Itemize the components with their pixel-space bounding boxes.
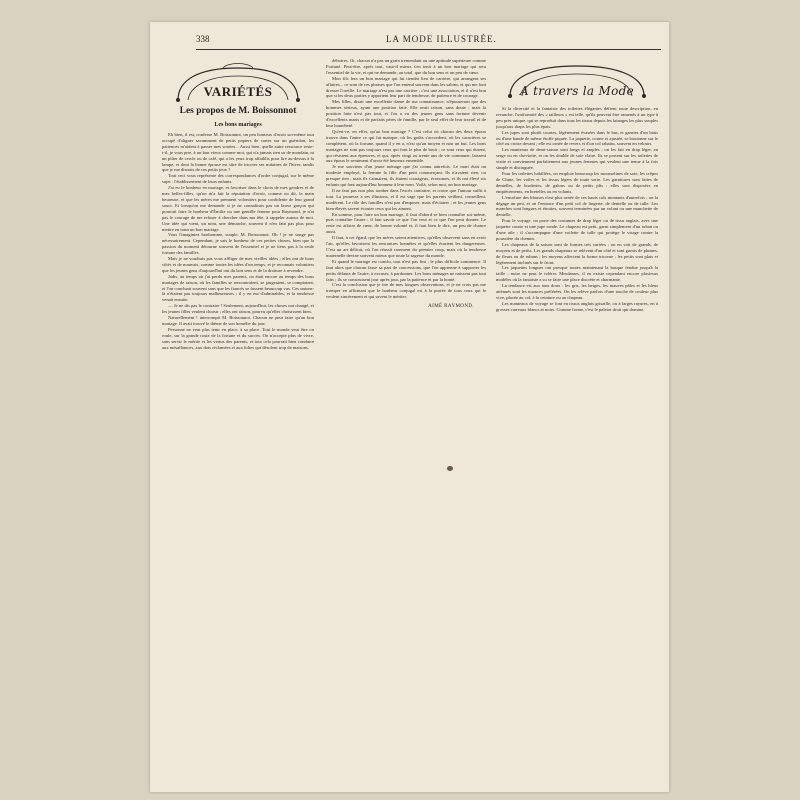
- section-heading-mode: A travers la Mode: [520, 84, 634, 98]
- paragraph: Les jupes sont plutôt courtes, légèrement évasées dans le bas, et garnies d'un biais ou d'une bande de même étoffe piquée. La jaquette, courte et ajustée, se boutonne sur le côté ou croise devant ; elle est ornée de revers et d'un col rabattu, souvent en velours.: [496, 129, 658, 147]
- article-body-continued: [326, 58, 486, 300]
- ink-blot: [447, 466, 453, 471]
- paragraph: Les manteaux de voyage se font en tissus anglais grisaille, ou à larges rayures, en à grosses carreaux blancs et noirs. Comme forme, c'est le paletot droit qui domine.: [496, 300, 658, 312]
- paragraph: Les chapeaux de la saison sont de formes très variées ; on en voit de grands, de moyens et de petits. Les grands chapeaux se relèvent d'un côté et sont garnis de plumes, de fleurs ou de rubans ; les moyens affectent la forme tricorne ; les petits sont plats et légèrement inclinés sur le front.: [496, 241, 658, 265]
- article-body: [162, 132, 314, 351]
- paragraph: Personne ne veut plus tenir en place, à sa place. Tout le monde veut être ou roule, sur la grande route de la fortune et du succès. On n'accepte plus de vivre, sans servir le mérite et les vertus des parents, et tout cela pourrait bien conduire aux mésalliances, aux dots réclamées et aux folies qui désolent trop de maisons.: [162, 326, 314, 350]
- paragraph: Jadis, au temps où j'ai perdu mes parents, on était encore au temps des bons mariages de raison, où les familles se rencontraient, se jaugeaient, se comptaient, et l'on concluait souvent sans que les fiancés se fussent beaucoup vus. Ces unions-là n'étaient pas toujours malheureuses ; il y en eut d'admirables, et la tendresse venait ensuite.: [162, 273, 314, 303]
- header-rule: [196, 49, 661, 50]
- paragraph: Pour les toilettes habillées, on emploie beaucoup les mousselines de soie, les crêpes de Chine, les voiles et les tissus légers de toute sorte. Les garnitures sont faites de dentelles, de broderies, de galons ou de petits plis ; elles sont disposées en empiècements, en bretelles ou en volants.: [496, 170, 658, 194]
- paragraph: Mais je ne voudrais pas vous affliger de mes vieilles idées ; elles ont de bons côtés et de mauvais, comme toutes les idées d'un temps, et je reconnais volontiers que les jeunes gens d'aujourd'hui ont du bon sens et de la droiture à revendre.: [162, 256, 314, 273]
- paragraph: En somme, pour faire un bon mariage, il faut d'abord se bien connaître soi-même, puis connaître l'autre ; il faut savoir ce que l'on veut et ce que l'on peut donner. Le reste est affaire de cœur, de bonne volonté et, il faut bien le dire, un peu de chance aussi.: [326, 211, 486, 235]
- magazine-page: [150, 22, 669, 792]
- paragraph: Tout ceci vous représente des correspondances d'ordre conjugal, sur le même sujet : l'établissement de leurs enfants.: [162, 173, 314, 185]
- column-a-travers-la-mode: [496, 62, 658, 313]
- column-middle: [326, 58, 486, 309]
- paragraph: Et quand le mariage est conclu, tout n'est pas fini ; le plus difficile commence. Il faut alors que chacun fasse sa part de concessions, que l'on apprenne à supporter les petits défauts de l'autre, à excuser, à pardonner. Les bons ménages ne naissent pas tout faits ; ils se construisent jour après jour, par la patience et par la bonté.: [326, 258, 486, 282]
- paragraph: J'ai eu le bonheur en mariage, et favoriser dans le choix de mes gendres et de mes belles-filles, qu'on m'a fait la réputation d'avoir, comme on dit, la main heureuse, et que les mères me prennent volontiers pour confidente de leur grand souci. Et lorsqu'on me demande si je ne connaîtrais pas un brave garçon qui pourrait faire le bonheur d'Émilie ou une gentille femme pour Raymond, je n'ai pas le courage de me refuser à chercher dans ma tête, à rappeler autour de moi. Une idée qui vient, un nom, une démarche, souvent il n'en faut pas plus pour mettre en train un bon mariage.: [162, 185, 314, 232]
- paragraph: Naturellement ! interrompit M. Boissonnot. Chacun ne peut faire qu'un bon mariage. Il avait trouvé le thème de son homélie du jour.: [162, 315, 314, 326]
- journal-title: LA MODE ILLUSTRÉE.: [386, 34, 497, 44]
- paragraph: Il ne faut pas non plus tomber dans l'excès contraire, et croire que l'amour suffit à tout. La jeunesse a ses illusions, et il est sage que les parents veillent, conseillent, modèrent. Le rôle des familles n'est pas d'imposer, mais d'éclairer ; et les jeunes gens bien élevés savent écouter ceux qui les aiment.: [326, 187, 486, 211]
- paragraph: — Je ne dis pas le contraire ! Seulement, aujourd'hui, les choses ont changé, et les jeunes filles veulent choisir ; elles ont raison, pourvu qu'elles choisissent bien.: [162, 303, 314, 315]
- paragraph: Mes filles, disait une excellente dame de ma connaissance, n'épouseront que des hommes sérieux, ayant une position faite. Elle avait raison, sans doute ; mais la position faite n'est pas tout, et l'on a vu des jeunes gens sans fortune devenir d'excellents maris et de parfaits pères de famille, par le seul effet de leur travail et de leur honnêteté.: [326, 99, 486, 128]
- paragraph: Les manteaux de demi-saison sont longs et amples ; on les fait en drap léger, en serge ou en cheviotte, et on les double de soie claire. Ils se portent sur les toilettes de visite et conviennent parfaitement aux jeunes femmes qui veulent une tenue à la fois simple et distinguée.: [496, 147, 658, 171]
- paragraph: C'est la conclusion que je tire de mes longues observations, et je ne crois pas me tromper en affirmant que le bonheur conjugal est à la portée de tous ceux qui le veulent sincèrement et qui savent le mériter.: [326, 282, 486, 300]
- author-signature: AIMÉ RAYMOND.: [428, 304, 474, 310]
- paragraph: Eh bien, il est, confesse M. Boissonnot, un peu honteux d'avoir soi-même tout occupé d'aligner savamment de petits papiers de cartes sur un guéridon, les patiences m'aident à passer mes soirées... Aussi bien, quelle autre ressource reste-t-il, je vous prie, à un bon vieux comme moi, qui n'a jamais rien su de mondain, ni un pilier de cercle ou de café, qui a les yeux trop affaiblis pour lire au-dessus à la lampe, et dont la bonne épouse est sûre de tricoter ses mitaines de l'hiver, tandis que je me distrais de ces petits jeux ?: [162, 132, 314, 173]
- paragraph: La tendance est aux tons doux : les gris, les beiges, les mauves pâles et les bleus atténués sont les nuances préférées. On les relève parfois d'une touche de couleur plus vive, placée au col, à la ceinture ou au chapeau.: [496, 283, 658, 300]
- column-varietes: [162, 62, 314, 351]
- paragraph: Je me souviens d'un jeune ménage que j'ai connu autrefois. Le mari était un modeste employé, la femme la fille d'un petit commerçant. Ils n'avaient rien, ou presque rien ; mais ils s'aimaient, ils étaient courageux, économes, et ils ont élevé six enfants qui font aujourd'hui honneur à leur nom. Voilà, selon moi, un bon mariage.: [326, 164, 486, 188]
- paragraph: Vous l'imaginiez bonhomme, souple, M. Boissonnot. Oh ! je ne songe pas nécessairement. Cependant, je sais le bonheur de ces petites choses, bien que la passion du moment détourne souvent de l'essentiel et je ne tiens pas à la seule fortune des familles.: [162, 232, 314, 256]
- paragraph: Pour le voyage, on porte des costumes de drap léger ou de tissu anglais, avec une jaquette courte et une jupe ronde. Le chapeau est petit, garni simplement d'un ruban ou d'une aile ; il s'accompagne d'une voilette de tulle qui protège le visage contre la poussière du chemin.: [496, 218, 658, 241]
- paragraph: Mon fils fera un bon mariage qui lui tiendra lieu de carrière, qui arrangera ses affaires... ce sont de ces phrases que l'on entend souvent dans les salons, et qui me font dresser l'oreille. Le mariage n'est pas une carrière ; c'est une association, et il n'est bon que si les deux parties y apportent leur part de tendresse, de patience et de courage.: [326, 75, 486, 99]
- paragraph: Il faut, à cet égard, que les mères soient attentives, qu'elles observent sans en avoir l'air, qu'elles favorisent les rencontres honnêtes et qu'elles écartent les dangereuses. C'est un art délicat, où l'on réussit rarement du premier coup, mais où la tendresse maternelle devine souvent mieux que toute la sagesse du monde.: [326, 235, 486, 258]
- running-head: [196, 34, 659, 46]
- page-number: 338: [196, 34, 210, 44]
- article-title: Les propos de M. Boissonnot: [179, 106, 297, 116]
- paragraph: L'encolure des blouses n'est plus ornée de ces hauts cols montants d'autrefois ; on la dégage un peu, et on l'entoure d'un petit col de lingerie, de dentelle ou de tulle. Les manches sont longues et étroites, souvent terminées par un volant ou une manchette de dentelle.: [496, 194, 658, 218]
- article-subtitle: Les bons mariages: [214, 122, 262, 128]
- paragraph: Si la diversité et la fantaisie des toilettes élégantes défient toute description, en revanche, l'uniformité des « tailleurs » est telle, qu'ils peuvent être ramenés à un type à peu près unique, qui se reproduit dans tous les tissus depuis les lainages les plus souples jusqu'aux draps les plus épais.: [496, 106, 658, 129]
- paragraph: déboires. Or, chacun n'a pas un grain tremendant ou une aptitude supérieure comme Fortuné. Peut-être, après tout, vaut-il mieux s'en tenir à un bon mariage qui sera l'essentiel de la vie, et qui ne demande, au total, que du bon sens et un peu de cœur.: [326, 58, 486, 75]
- paragraph: Les jaquettes longues ont presque toutes maintenant la basque fendue jusqu'à la taille ; notre ne peut le tolérer. Mesdames, il en existe cependant encore plusieurs modèles où la fantaisie a su se faire une place discrète et charmante.: [496, 265, 658, 283]
- art-nouveau-ornament-left: [168, 62, 308, 102]
- paragraph: Qu'est-ce, en effet, qu'un bon mariage ? C'est celui où chacun des deux époux trouve dans l'autre ce qui lui manque, où les goûts s'accordent, où les caractères se complètent, où la fortune, quand il y en a, n'est qu'un moyen et non un but. Les bons mariages ne sont pas toujours ceux qui font le plus de bruit ; ce sont ceux qui durent, qui résistent aux épreuves, et qui, après vingt ou trente ans de vie commune, laissent aux époux le sentiment d'avoir été heureux ensemble.: [326, 128, 486, 164]
- section-heading: VARIÉTÉS: [203, 84, 273, 99]
- fashion-body: [496, 106, 658, 313]
